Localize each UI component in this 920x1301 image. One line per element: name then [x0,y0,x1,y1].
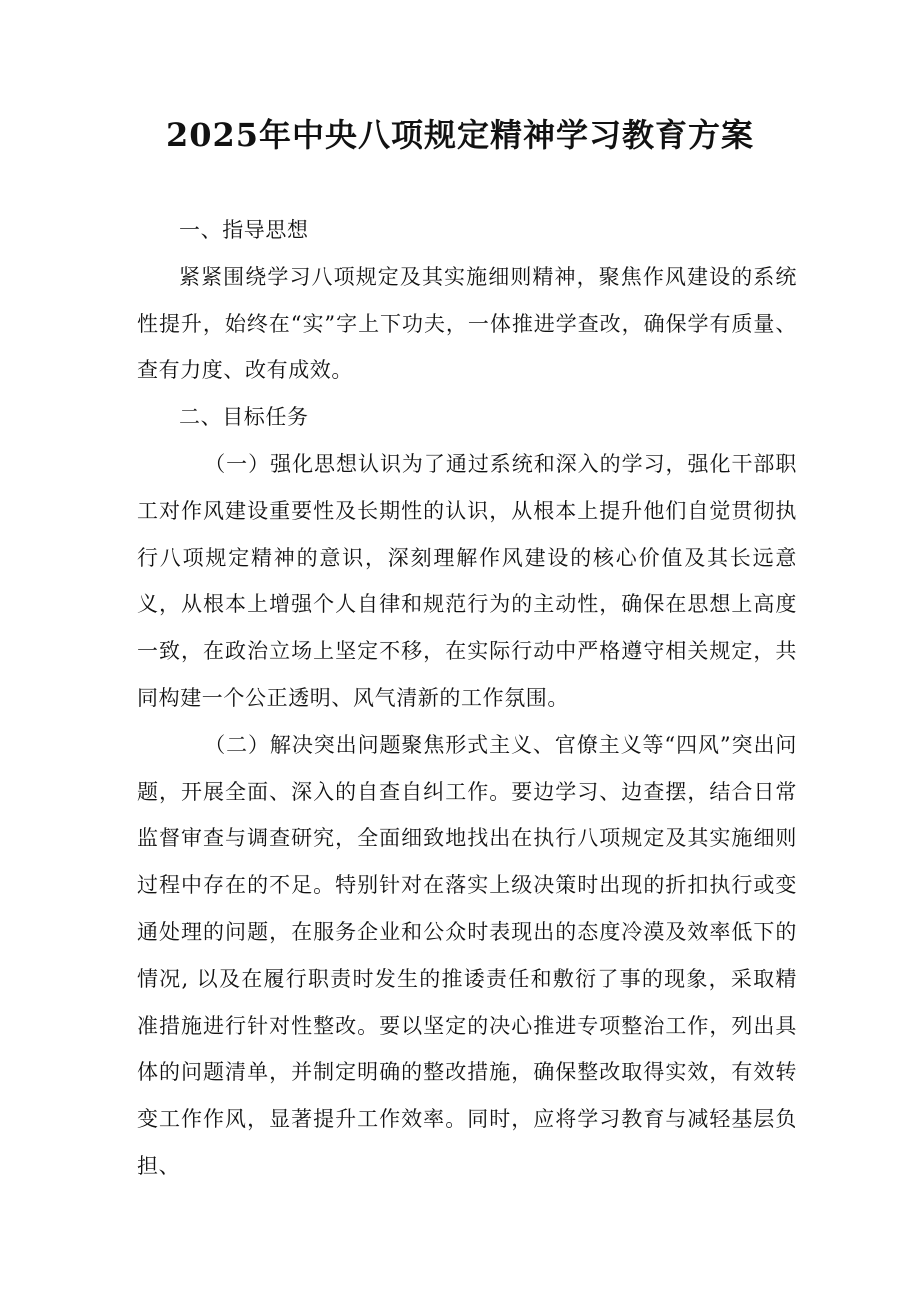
section-heading-goals-tasks: 二、目标任务 [179,405,309,430]
document-body [137,207,797,1190]
paragraph-guiding-ideology: 紧紧围绕学习八项规定及其实施细则精神，聚焦作风建设的系统性提升，始终在“实”字上下功夫，一体推进学查改，确保学有质量、查有力度、改有成效。 [137,264,797,383]
section-heading-guiding-ideology: 一、指导思想 [179,218,309,242]
page-title: 2025年中央八项规定精神学习教育方案 [165,116,755,154]
paragraph-solve-problems: （二）解决突出问题聚焦形式主义、官僚主义等“四风”突出问题，开展全面、深入的自查自纠工作。要边学习、边查摆，结合日常监督审查与调查研究，全面细致地找出在执行八项规定及其实施细则过程中存在的不足。特别针对在落实上级决策时出现的折扣执行或变通处理的问题，在服务企业和公众时表现出的态度冷漠及效率低下的情况, 以及在履行职责时发生的推诿责任和敷衍了事的现象，采取精准措施进行针对性整改。要以坚定的决心推进专项整治工作，列出具体的问题清单，并制定明确的整改措施，确保整改取得实效，有效转变工作作风，显著提升工作效率。同时，应将学习教育与减轻基层负担、 [137,732,797,1178]
paragraph-strengthen-awareness: （一）强化思想认识为了通过系统和深入的学习，强化干部职工对作风建设重要性及长期性的认识，从根本上提升他们自觉贯彻执行八项规定精神的意识，深刻理解作风建设的核心价值及其长远意义，从根本上增强个人自律和规范行为的主动性，确保在思想上高度一致，在政治立场上坚定不移，在实际行动中严格遵守相关规定，共同构建一个公正透明、风气清新的工作氛围。 [137,451,797,710]
